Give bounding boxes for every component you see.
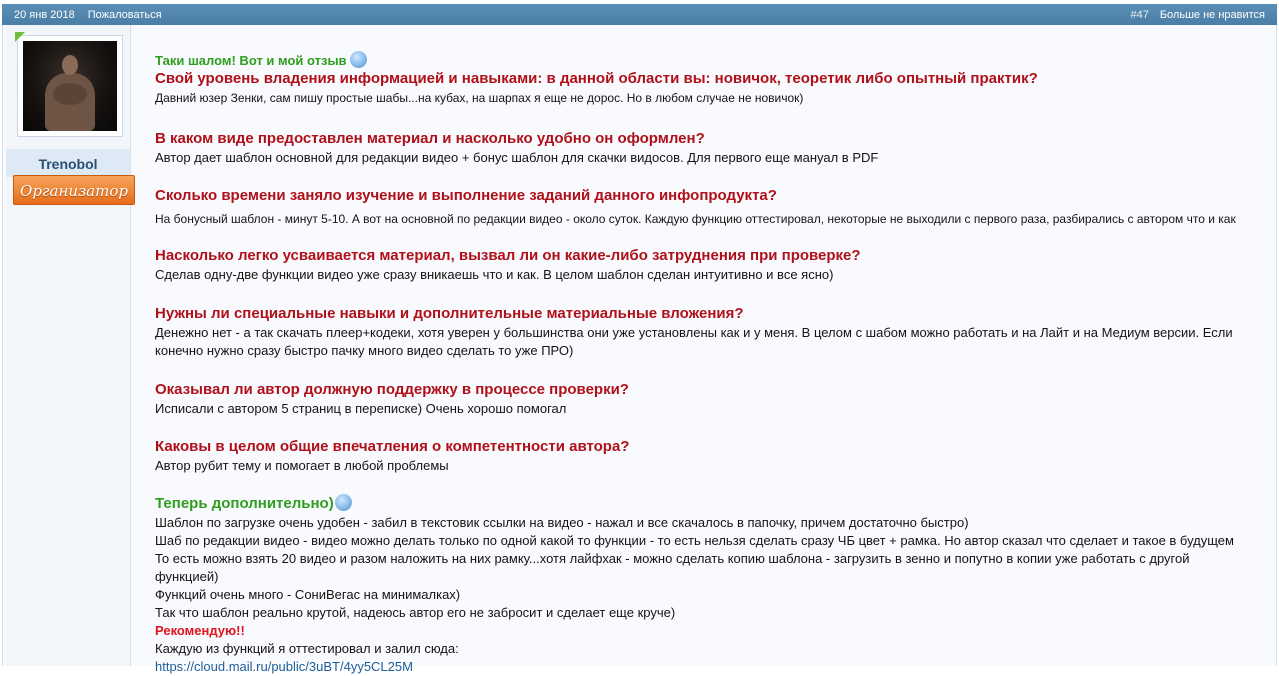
answer-1: Давний юзер Зенки, сам пишу простые шабы...на кубах, на шарпах я еще не дорос. Но в любом случае не новичок) <box>155 91 804 105</box>
post-container <box>2 25 1277 674</box>
post-header-right <box>1130 9 1265 21</box>
question-2: В каком виде предоставлен материал и насколько удобно он оформлен? <box>155 130 705 147</box>
extra-line: То есть можно взять 20 видео и разом наложить на них рамку...хотя лайфхак - можно сделать копию шаблона - загрузить в зенно и попутно в копии уже работать с другой функцией) <box>155 551 1190 584</box>
question-7: Каковы в целом общие впечатления о компетентности автора? <box>155 438 630 455</box>
qa-block-7 <box>155 437 1255 475</box>
qa-block-1 <box>155 69 1255 107</box>
answer-7: Автор рубит тему и помогает в любой проблемы <box>155 458 449 473</box>
extra-line: Так что шаблон реально крутой, надеюсь автор его не забросит и сделает еще круче) <box>155 605 676 620</box>
qa-block-6 <box>155 380 1255 418</box>
answer-6: Исписали с автором 5 страниц в переписке) Очень хорошо помогал <box>155 401 567 416</box>
qa-block-3 <box>155 186 1255 228</box>
username-link[interactable]: Trenobol <box>38 156 98 172</box>
qa-block-2 <box>155 129 1255 167</box>
intro-text: Таки шалом! Вот и мой отзыв <box>155 53 347 68</box>
question-6: Оказывал ли автор должную поддержку в процессе проверки? <box>155 381 629 398</box>
username-box <box>6 149 130 177</box>
post-number-link[interactable]: #47 <box>1130 8 1149 21</box>
question-3: Сколько времени заняло изучение и выполнение заданий данного инфопродукта? <box>155 187 777 204</box>
extra-line: Шаб по редакции видео - видео можно делать только по одной какой то функции - то есть нельзя сделать сразу ЧБ цвет + рамка. Но автор сказал что сделает и такое в будущем <box>155 533 1234 548</box>
answer-5: Денежно нет - а так скачать плеер+кодеки, хотя уверен у большинства они уже установлены как и у меня. В целом с шабом можно работать и на Лайт и на Медиум версии. Если конечно нужно сразу быстро пачку много видео сделать то уже ПРО) <box>155 325 1233 358</box>
online-indicator-icon <box>15 32 25 42</box>
qa-block-4 <box>155 246 1255 284</box>
avatar-figure-head <box>62 55 78 75</box>
unlike-link[interactable]: Больше не нравится <box>1159 8 1265 21</box>
question-5: Нужны ли специальные навыки и дополнительные материальные вложения? <box>155 305 744 322</box>
cool-smiley-icon <box>350 51 367 68</box>
avatar-frame[interactable] <box>17 35 123 137</box>
answer-2: Автор дает шаблон основной для редакции видео + бонус шаблон для скачки видосов. Для первого еще мануал в PDF <box>155 150 879 165</box>
avatar[interactable] <box>23 41 117 131</box>
extra-title-text: Теперь дополнительно) <box>155 495 334 512</box>
user-info-panel <box>6 25 131 666</box>
extra-line: Функций очень много - СониВегас на минималках) <box>155 587 461 602</box>
extra-title <box>155 494 1255 514</box>
report-link[interactable]: Пожаловаться <box>87 8 162 21</box>
upload-note: Каждую из функций я оттестировал и залил сюда: <box>155 641 459 656</box>
answer-3: На бонусный шаблон - минут 5-10. А вот на основной по редакции видео - около суток. Каждую функцию оттестировал, некоторые не выходили с первого раза, разбирались с автором что и как <box>155 212 1236 226</box>
post-date: 20 янв 2018 <box>14 8 75 21</box>
answer-4: Сделав одну-две функции видео уже сразу вникаешь что и как. В целом шаблон сделан интуитивно и все ясно) <box>155 267 834 282</box>
surprised-smiley-icon <box>335 494 352 511</box>
extra-line: Шаблон по загрузке очень удобен - забил в текстовик ссылки на видео - нажал и все скачалось в папочку, причем достаточно быстро) <box>155 515 969 530</box>
post-message <box>155 51 1255 676</box>
extra-block <box>155 494 1255 676</box>
cloud-link[interactable]: https://cloud.mail.ru/public/3uBT/4yy5CL25M <box>155 659 413 674</box>
qa-block-5 <box>155 304 1255 360</box>
question-4: Насколько легко усваивается материал, вызвал ли он какие-либо затруднения при проверке? <box>155 247 861 264</box>
recommend-text: Рекомендую!! <box>155 623 245 638</box>
post-header-bar <box>2 4 1277 25</box>
post-intro <box>155 51 1255 69</box>
user-title-badge: Организатор <box>13 175 135 205</box>
question-1: Свой уровень владения информацией и навыками: в данной области вы: новичок, теоретик либо опытный практик? <box>155 70 1038 87</box>
avatar-figure-arms <box>53 83 87 105</box>
